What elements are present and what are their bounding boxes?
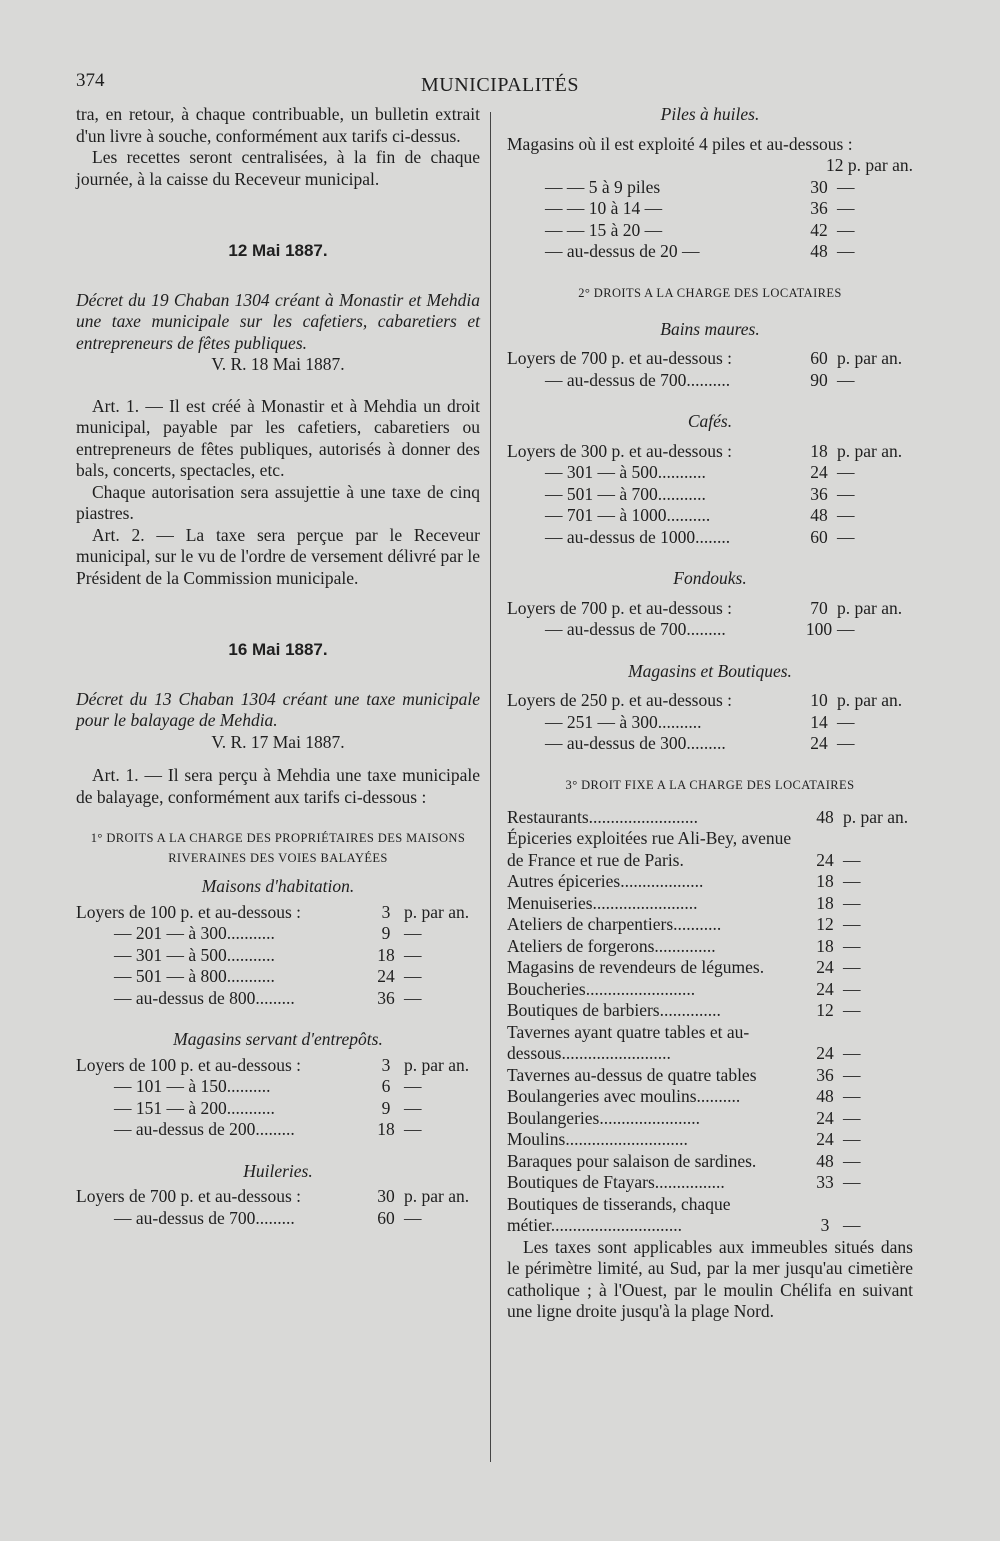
table-bains: [507, 348, 913, 391]
tariff-row: — 301 — à 500........... 24 —: [545, 462, 855, 482]
tariff-row: — — 5 à 9 piles 30 —: [545, 176, 855, 197]
tariff-row: Loyers de 250 p. et au-dessous : 10 p. par an.: [507, 690, 903, 710]
subheading-huileries: Huileries.: [243, 1160, 313, 1181]
tariff-row: — au-dessus de 700.......... 90 —: [545, 369, 855, 390]
article-2-paragraph: Art. 2. — La taxe sera perçue par le Receveur municipal, sur le vu de l'ordre de versement délivré par le Président de la Commission municipale.: [76, 524, 480, 588]
tariff-row: Loyers de 100 p. et au-dessous : 3 p. par an.: [76, 1054, 470, 1075]
tariff-row: Restaurants......................... 48 p. par an.: [507, 806, 909, 827]
table-fondouks: [507, 598, 913, 641]
autorisation-paragraph: Chaque autorisation sera assujettie à une taxe de cinq piastres.: [76, 481, 480, 523]
tariff-row: — 151 — à 200........... 9 —: [114, 1097, 422, 1118]
subheading-magasins-entrepots: Magasins servant d'entrepôts.: [173, 1029, 383, 1049]
table-droit-fixe: [507, 807, 913, 1237]
tariff-row: — — 15 à 20 — 42 —: [545, 219, 855, 240]
tariff-row: — au-dessus de 20 — 48 —: [545, 241, 855, 261]
tariff-row: Loyers de 300 p. et au-dessous : 18 p. par an.: [507, 440, 903, 461]
tariff-row: Loyers de 700 p. et au-dessous : 70 p. par an.: [507, 597, 903, 618]
heading-droits-proprietaires-1: 1° DROITS A LA CHARGE DES PROPRIÉTAIRES DES MAISONS: [90, 831, 466, 845]
tariff-row: — 501 — à 800........... 24 —: [114, 966, 422, 986]
left-column: [76, 104, 480, 1229]
subheading-bains: Bains maures.: [660, 318, 760, 339]
tariff-row: Tavernes ayant quatre tables et au-dessous......................... 24 —: [507, 1021, 861, 1063]
subheading-magasins-boutiques: Magasins et Boutiques.: [628, 660, 792, 681]
heading-droits-proprietaires-2: RIVERAINES DES VOIES BALAYÉES: [168, 851, 388, 865]
intro-paragraph-2: Les recettes seront centralisées, à la fin de chaque journée, à la caisse du Receveur municipal.: [76, 147, 480, 189]
table-huileries: [76, 1186, 480, 1229]
tariff-row: Magasins de revendeurs de légumes. 24 —: [507, 957, 861, 977]
intro-paragraph-1: tra, en retour, à chaque contribuable, un bulletin extrait d'un livre à souche, conformément aux tarifs ci-dessus.: [76, 104, 480, 146]
section-date-16-mai: 16 Mai 1887.: [228, 640, 328, 659]
running-title: MUNICIPALITÉS: [421, 74, 579, 96]
table-maisons: [76, 902, 480, 1010]
tariff-row: — au-dessus de 700......... 100 —: [545, 619, 855, 639]
tariff-row: — au-dessus de 300......... 24 —: [545, 733, 855, 753]
tariff-row: Menuiseries........................ 18 —: [507, 892, 861, 913]
article-1-paragraph: Art. 1. — Il est créé à Monastir et à Mehdia un droit municipal, payable par les cafetiers, cabaretiers ou entrepreneurs de fêtes publiques, autorisés à donner des bals, concerts, spectacles, etc.: [76, 395, 480, 480]
table-magasins-entrepots: [76, 1055, 480, 1141]
tariff-row: Tavernes au-dessus de quatre tables 36 —: [507, 1064, 861, 1085]
tariff-row: Boucheries......................... 24 —: [507, 978, 861, 999]
final-paragraph: Les taxes sont applicables aux immeubles situés dans le périmètre limité, au Sud, par la mer jusqu'au cimetière catholique ; à l'Ouest, par le moulin Chélifa en suivant une ligne droite jusqu'à la plage Nord.: [507, 1236, 913, 1321]
subheading-cafes: Cafés.: [687, 411, 733, 431]
piles-line-2: 12 p. par an.: [826, 155, 913, 175]
tariff-row: Boutiques de barbiers.............. 12 —: [507, 1000, 861, 1020]
table-piles: [507, 177, 913, 263]
subheading-maisons: Maisons d'habitation.: [201, 876, 355, 896]
tariff-row: Boutiques de Ftayars................ 33 —: [507, 1172, 861, 1192]
tariff-row: Loyers de 100 p. et au-dessous : 3 p. par an.: [76, 901, 470, 922]
tariff-row: — au-dessus de 800......... 36 —: [114, 987, 422, 1008]
page-number: 374: [76, 70, 105, 91]
tariff-row: — 301 — à 500........... 18 —: [114, 944, 422, 965]
piles-line-1: Magasins où il est exploité 4 piles et au-dessous :: [507, 133, 853, 154]
tariff-row: — 251 — à 300.......... 14 —: [545, 711, 855, 732]
tariff-row: Boulangeries....................... 24 —: [507, 1107, 861, 1128]
tariff-row: — — 10 à 14 — 36 —: [545, 198, 855, 218]
table-cafes: [507, 441, 913, 549]
tariff-row: Boulangeries avec moulins.......... 48 —: [507, 1086, 861, 1106]
tariff-row: — 501 — à 700........... 36 —: [545, 483, 855, 504]
section-date-12-mai: 12 Mai 1887.: [228, 241, 328, 260]
table-magasins-boutiques: [507, 690, 913, 755]
tariff-row: — au-dessus de 1000........ 60 —: [545, 526, 855, 547]
tariff-row: Loyers de 700 p. et au-dessous : 60 p. par an.: [507, 348, 903, 368]
heading-droits-locataires: 2° DROITS A LA CHARGE DES LOCATAIRES: [578, 285, 842, 300]
tariff-row: Loyers de 700 p. et au-dessous : 30 p. par an.: [76, 1186, 470, 1206]
vr-line-1: V. R. 18 Mai 1887.: [211, 354, 345, 374]
decret-title-1: Décret du 19 Chaban 1304 créant à Monastir et Mehdia une taxe municipale sur les cafetiers, cabaretiers et entrepreneurs de fêtes publiques.: [76, 289, 480, 353]
right-column: [507, 104, 913, 1323]
tariff-row: Autres épiceries................... 18 —: [507, 871, 861, 891]
tariff-row: — 201 — à 300........... 9 —: [114, 923, 422, 943]
tariff-row: Épiceries exploitées rue Ali-Bey, avenue de France et rue de Paris. 24 —: [507, 828, 861, 870]
tariff-row: Baraques pour salaison de sardines. 48 —: [507, 1150, 861, 1171]
tariff-row: — 701 — à 1000.......... 48 —: [545, 505, 855, 525]
tariff-row: — au-dessus de 700......... 60 —: [114, 1207, 422, 1228]
tariff-row: — 101 — à 150.......... 6 —: [114, 1076, 422, 1096]
heading-droit-fixe: 3° DROIT FIXE A LA CHARGE DES LOCATAIRES: [565, 777, 855, 792]
column-divider: [490, 112, 491, 1462]
subheading-fondouks: Fondouks.: [673, 568, 747, 588]
tariff-row: — au-dessus de 200......... 18 —: [114, 1119, 422, 1139]
subheading-piles: Piles à huiles.: [660, 104, 760, 124]
tariff-row: Boutiques de tisserands, chaque métier.............................. 3 —: [507, 1193, 861, 1235]
tariff-row: Moulins............................ 24 —: [507, 1129, 861, 1149]
tariff-row: Ateliers de forgerons.............. 18 —: [507, 935, 861, 956]
vr-line-2: V. R. 17 Mai 1887.: [211, 731, 345, 752]
balayage-paragraph: Art. 1. — Il sera perçu à Mehdia une taxe municipale de balayage, conformément aux tarifs ci-dessous :: [76, 765, 480, 807]
tariff-row: Ateliers de charpentiers........... 12 —: [507, 914, 861, 934]
decret-title-2: Décret du 13 Chaban 1304 créant une taxe municipale pour le balayage de Mehdia.: [76, 688, 480, 730]
